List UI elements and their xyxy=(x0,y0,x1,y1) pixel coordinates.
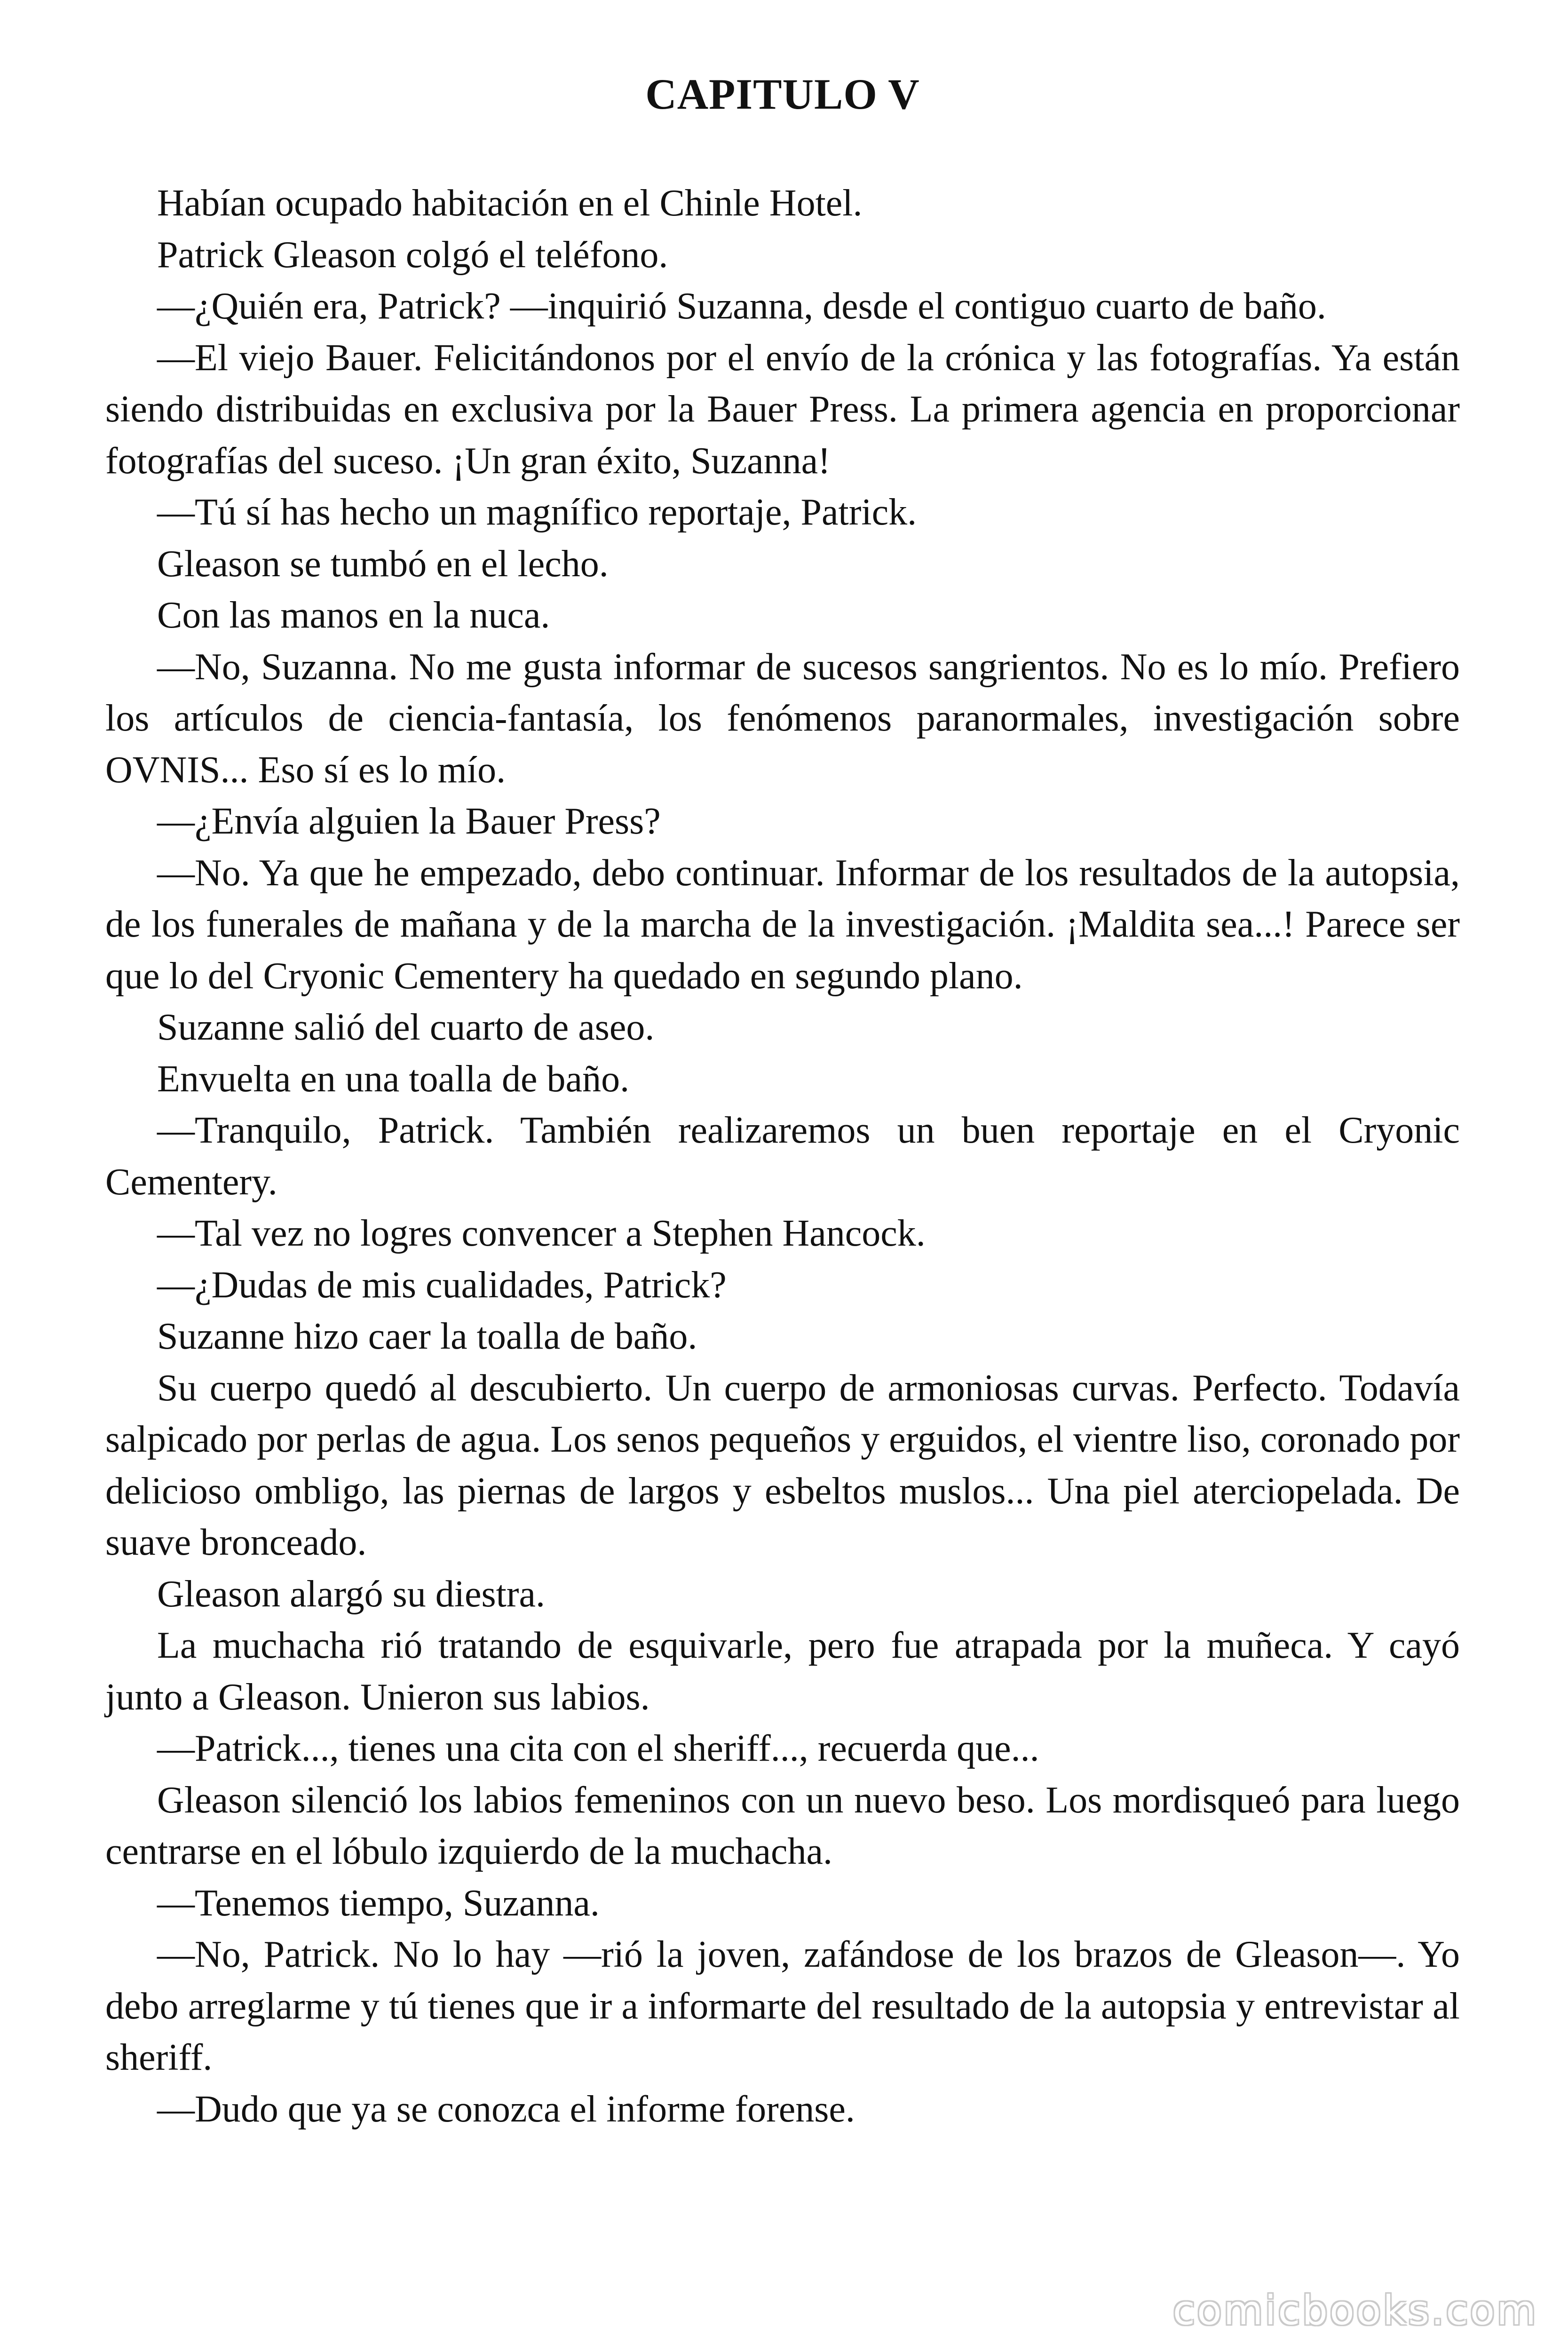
paragraph: —El viejo Bauer. Felicitándonos por el envío de la crónica y las fotografías. Ya están siendo distribuidas en exclusiva por la Bauer Press. La primera agencia en proporcionar fotografías del suceso. ¡Un gran éxito, Suzanna! xyxy=(105,337,1460,482)
chapter-body xyxy=(105,178,1460,2135)
paragraph: La muchacha rió tratando de esquivarle, pero fue atrapada por la muñeca. Y cayó junto a Gleason. Unieron sus labios. xyxy=(105,1625,1460,1718)
paragraph: Patrick Gleason colgó el teléfono. xyxy=(157,234,668,276)
paragraph: Gleason alargó su diestra. xyxy=(157,1573,545,1615)
paragraph: Envuelta en una toalla de baño. xyxy=(157,1058,630,1100)
paragraph: —Tal vez no logres convencer a Stephen Hancock. xyxy=(157,1213,926,1254)
paragraph: —¿Quién era, Patrick? —inquirió Suzanna, desde el contiguo cuarto de baño. xyxy=(157,286,1326,327)
paragraph: Suzanne salió del cuarto de aseo. xyxy=(157,1007,655,1048)
paragraph: —¿Envía alguien la Bauer Press? xyxy=(157,801,661,842)
paragraph: Habían ocupado habitación en el Chinle Hotel. xyxy=(157,183,863,224)
paragraph: Suzanne hizo caer la toalla de baño. xyxy=(157,1316,697,1357)
paragraph: Gleason silenció los labios femeninos con un nuevo beso. Los mordisqueó para luego centrarse en el lóbulo izquierdo de la muchacha. xyxy=(105,1779,1460,1872)
paragraph: Gleason se tumbó en el lecho. xyxy=(157,543,609,585)
site-watermark: comicbooks.com xyxy=(1172,2287,1538,2334)
paragraph: —Tranquilo, Patrick. También realizaremos un buen reportaje en el Cryonic Cementery. xyxy=(105,1110,1460,1203)
paragraph: —Dudo que ya se conozca el informe forense. xyxy=(157,2088,855,2130)
paragraph: —No, Suzanna. No me gusta informar de sucesos sangrientos. No es lo mío. Prefiero los artículos de ciencia-fantasía, los fenómenos paranormales, investigación sobre OVNIS... Eso sí es lo mío. xyxy=(105,646,1460,791)
paragraph: —Tenemos tiempo, Suzanna. xyxy=(157,1882,600,1924)
paragraph: —Tú sí has hecho un magnífico reportaje, Patrick. xyxy=(157,492,917,533)
paragraph: —No, Patrick. No lo hay —rió la joven, zafándose de los brazos de Gleason—. Yo debo arreglarme y tú tienes que ir a informarte del resultado de la autopsia y entrevistar al sheriff. xyxy=(105,1934,1460,2078)
paragraph: —¿Dudas de mis cualidades, Patrick? xyxy=(157,1264,727,1306)
paragraph: —Patrick..., tienes una cita con el sheriff..., recuerda que... xyxy=(157,1728,1039,1769)
chapter-title: CAPITULO V xyxy=(645,70,920,118)
paragraph: —No. Ya que he empezado, debo continuar. Informar de los resultados de la autopsia, de los funerales de mañana y de la marcha de la investigación. ¡Maldita sea...! Parece ser que lo del Cryonic Cementery ha quedado en segundo plano. xyxy=(105,852,1460,997)
paragraph: Con las manos en la nuca. xyxy=(157,595,550,636)
book-page xyxy=(105,0,1460,2135)
paragraph: Su cuerpo quedó al descubierto. Un cuerpo de armoniosas curvas. Perfecto. Todavía salpicado por perlas de agua. Los senos pequeños y erguidos, el vientre liso, coronado por delicioso ombligo, las piernas de largos y esbeltos muslos... Una piel aterciopelada. De suave bronceado. xyxy=(105,1367,1460,1563)
